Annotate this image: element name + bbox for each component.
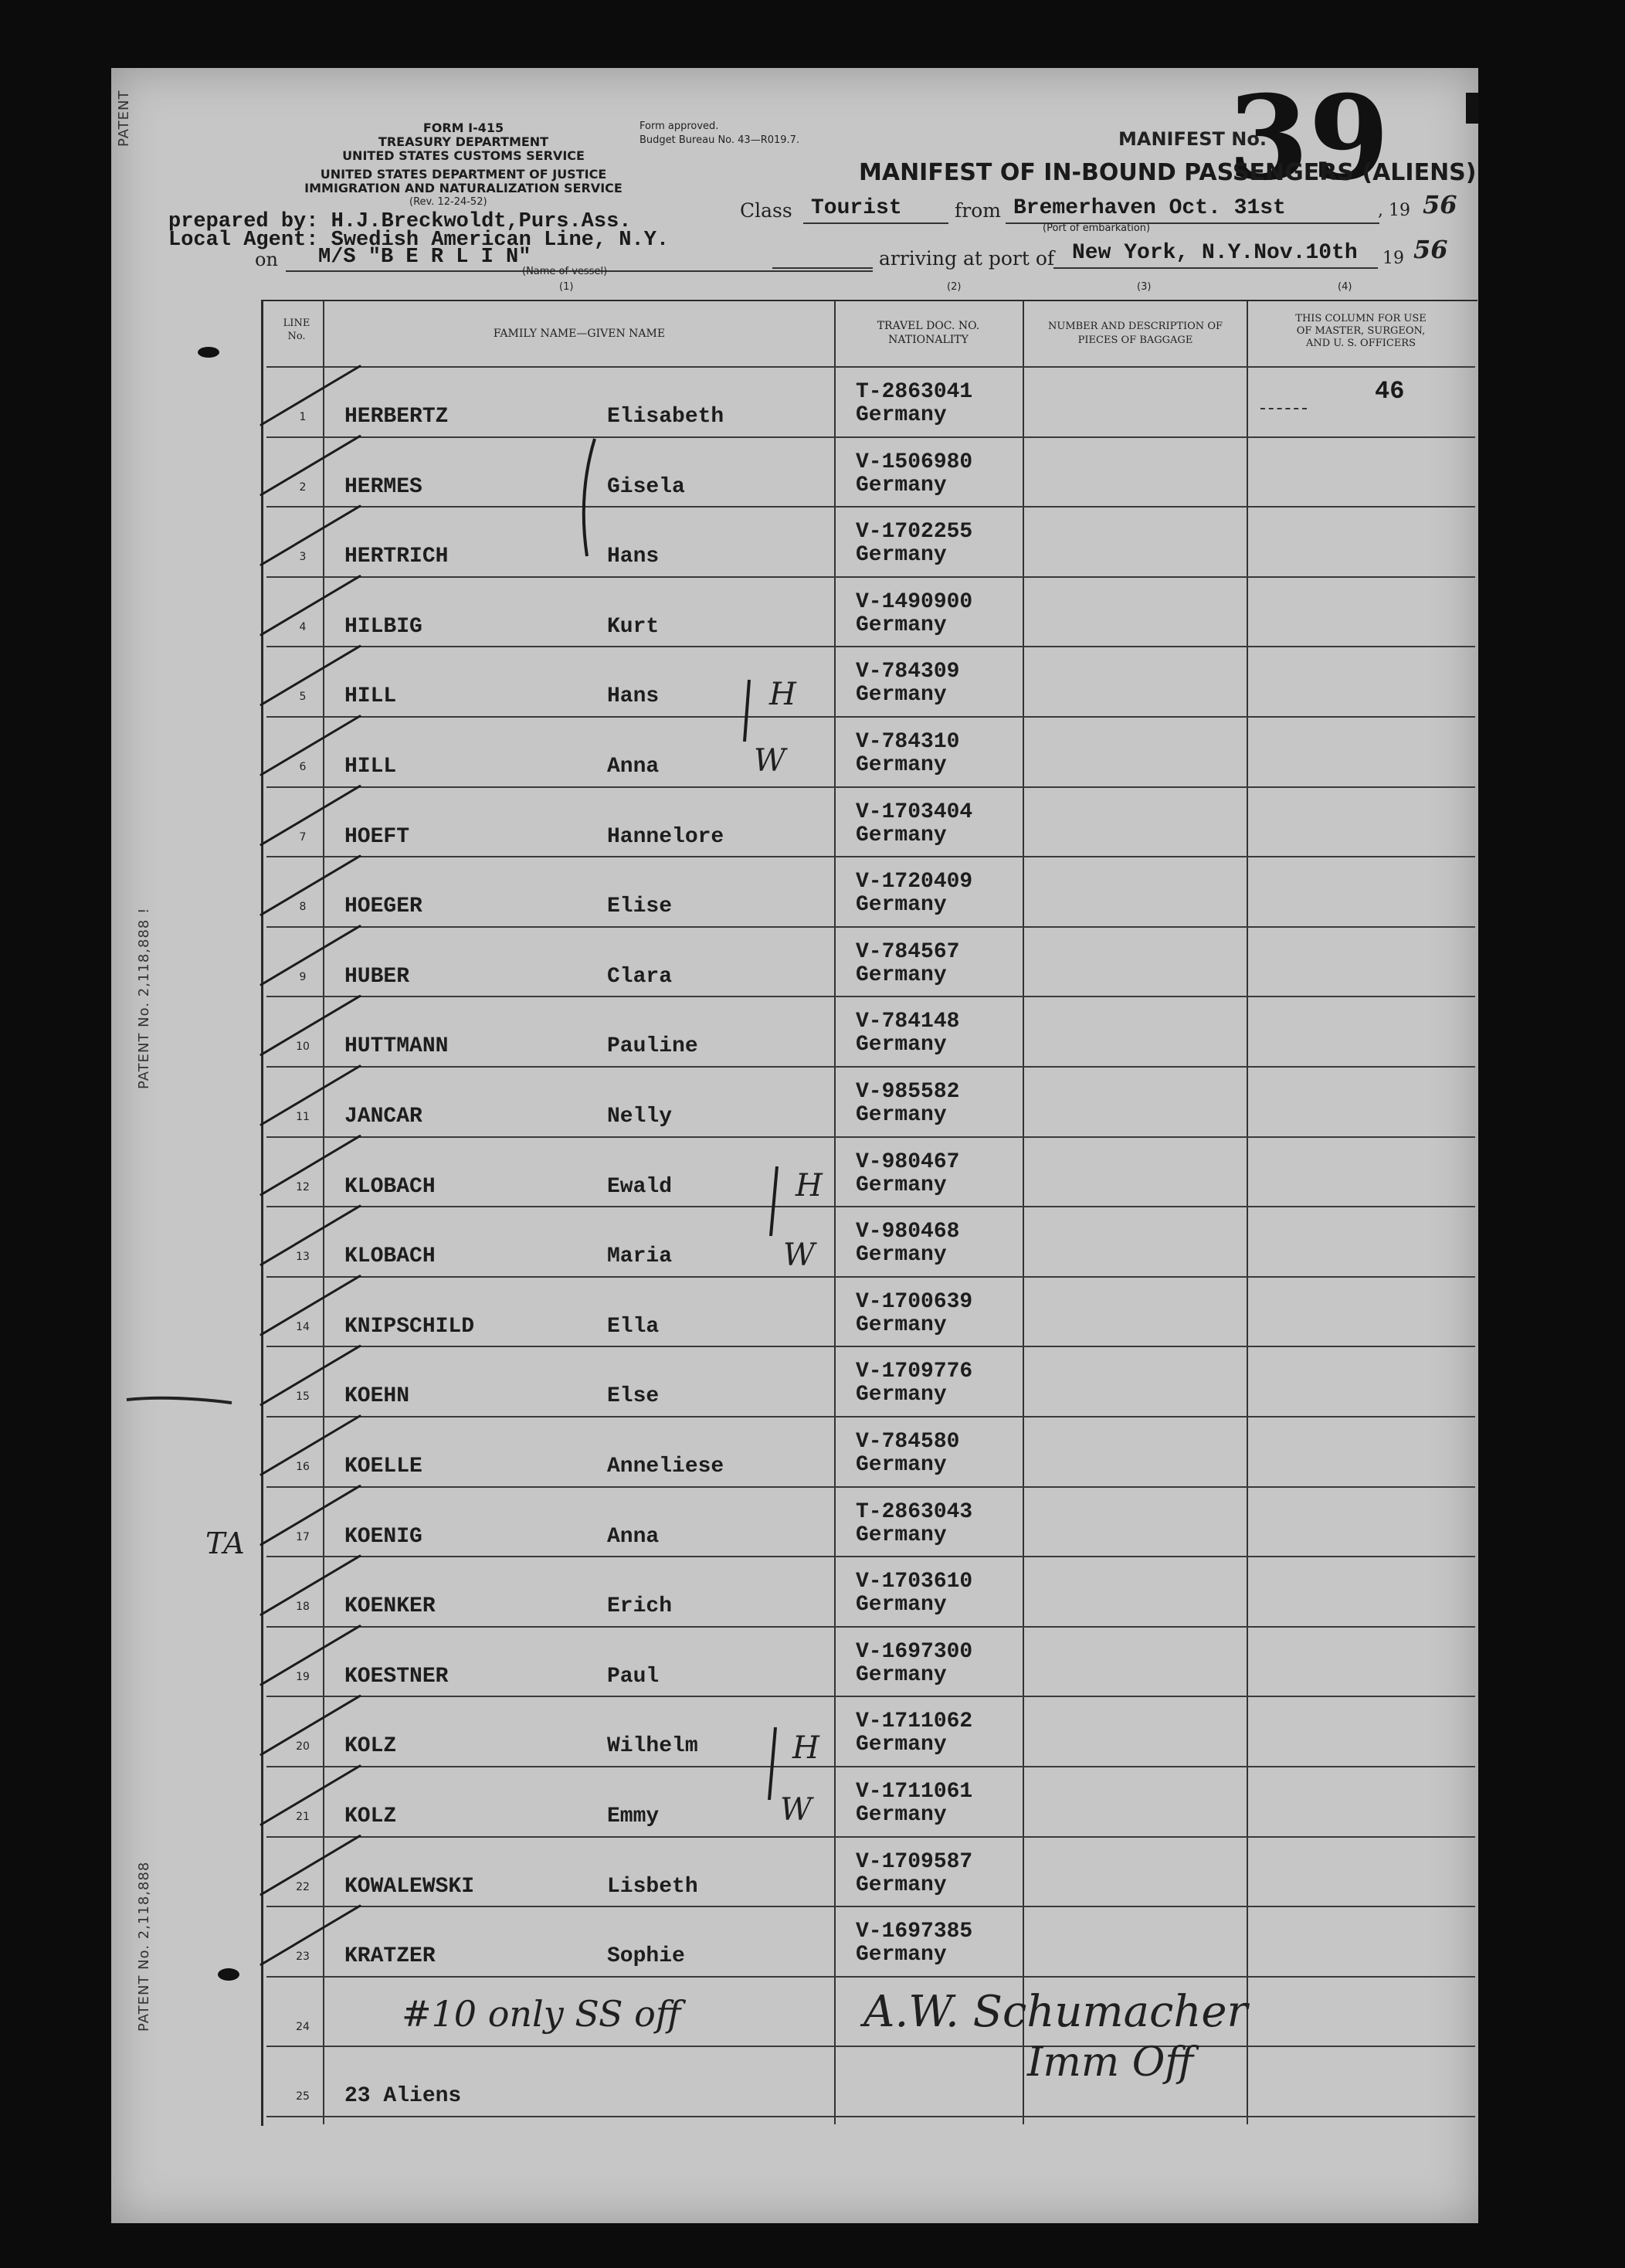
justice-dept: UNITED STATES DEPARTMENT OF JUSTICE	[320, 167, 607, 182]
line-number: 5	[299, 691, 307, 704]
family-name: HERTRICH	[344, 545, 449, 569]
travel-doc-number: V-784148	[856, 1010, 960, 1034]
row-divider	[266, 2116, 1475, 2117]
travel-doc-number: V-1702255	[856, 520, 973, 545]
manifest-title: MANIFEST OF IN-BOUND PASSENGERS (ALIENS)	[859, 159, 1477, 186]
nationality: Germany	[856, 683, 947, 708]
travel-doc-number: V-980468	[856, 1220, 960, 1244]
from-label: from	[955, 199, 1001, 222]
travel-doc-number: V-1697385	[856, 1920, 973, 1944]
row-divider	[266, 1276, 1475, 1278]
class-label: Class	[740, 199, 792, 222]
travel-doc-number: V-1506980	[856, 450, 973, 474]
family-name: HILL	[344, 684, 397, 709]
family-name: KNIPSCHILD	[344, 1314, 475, 1339]
travel-doc-number: V-1490900	[856, 589, 973, 614]
row-divider	[266, 996, 1475, 997]
family-name: HOEFT	[344, 824, 410, 849]
given-name: Lisbeth	[607, 1874, 698, 1899]
travel-doc-number: V-1709587	[856, 1849, 973, 1874]
vessel-name: M/S "B E R L I N"	[318, 246, 531, 269]
year-2: 56	[1413, 235, 1448, 264]
arriving-value: New York, N.Y.Nov.10th	[1072, 241, 1358, 265]
nationality: Germany	[856, 473, 947, 497]
given-name: Wilhelm	[607, 1734, 698, 1759]
nationality: Germany	[856, 963, 947, 987]
given-name: Gisela	[607, 474, 685, 499]
family-name: HILBIG	[344, 614, 422, 639]
nationality: Germany	[856, 893, 947, 918]
nationality: Germany	[856, 1103, 947, 1127]
travel-doc-number: V-1709776	[856, 1360, 973, 1384]
nationality: Germany	[856, 823, 947, 847]
given-name: Pauline	[607, 1034, 698, 1059]
col-num-4: (4)	[1338, 281, 1352, 293]
col-divider-baggage	[1247, 301, 1248, 2124]
family-name: HUTTMANN	[344, 1034, 449, 1059]
col-divider-name	[834, 301, 836, 2124]
class-line	[803, 222, 948, 224]
col-num-2: (2)	[947, 281, 962, 293]
travel-doc-number: V-1711061	[856, 1780, 973, 1804]
hw-mark-h: H	[792, 1730, 819, 1766]
header-bottom-line	[266, 366, 1475, 368]
hw-mark-w: W	[783, 1238, 816, 1273]
line-number: 7	[299, 830, 307, 844]
row-divider	[266, 716, 1475, 718]
col-head-officers-3: AND U. S. OFFICERS	[1305, 338, 1416, 349]
travel-doc-number: V-1703404	[856, 800, 973, 824]
row-divider	[266, 1976, 1475, 1978]
line-number: 23	[296, 1951, 310, 1964]
family-name: HERMES	[344, 474, 422, 499]
col-head-officers-2: OF MASTER, SURGEON,	[1296, 325, 1426, 337]
row-divider	[266, 1626, 1475, 1628]
travel-doc-number: V-784309	[856, 660, 960, 684]
nationality: Germany	[856, 1662, 947, 1687]
travel-doc-number: V-985582	[856, 1080, 960, 1104]
given-name: Paul	[607, 1664, 660, 1689]
arriving-line-left	[772, 267, 873, 269]
line-number: 3	[299, 551, 307, 564]
given-name: Hans	[607, 684, 660, 709]
line-number: 24	[296, 2020, 310, 2033]
row-divider	[266, 576, 1475, 578]
row-divider	[266, 926, 1475, 928]
line-number: 9	[299, 970, 307, 983]
line-number: 17	[296, 1530, 310, 1543]
col-head-line-no: LINE No.	[283, 317, 310, 342]
travel-doc-number: V-1700639	[856, 1289, 973, 1314]
year-prefix-2: 19	[1382, 249, 1404, 268]
row-divider	[266, 1766, 1475, 1767]
given-name: Kurt	[607, 614, 660, 639]
given-name: Ella	[607, 1314, 660, 1339]
line-number: 22	[296, 1880, 310, 1893]
col-head-name: FAMILY NAME—GIVEN NAME	[493, 328, 666, 340]
form-approved: Form approved.	[639, 121, 719, 132]
given-name: Anna	[607, 1524, 660, 1549]
nationality: Germany	[856, 1593, 947, 1618]
year-prefix-1: , 19	[1378, 201, 1410, 220]
col-head-baggage-2: PIECES OF BAGGAGE	[1077, 334, 1193, 346]
patent-margin-bottom: PATENT No. 2,118,888	[136, 1861, 152, 2032]
travel-doc-number: T-2863043	[856, 1499, 973, 1524]
signature: A.W. Schumacher	[863, 1987, 1248, 2037]
officer-note: 46	[1375, 377, 1405, 406]
line-number: 21	[296, 1811, 310, 1823]
family-name: HOEGER	[344, 895, 422, 919]
travel-doc-number: V-1711062	[856, 1709, 973, 1734]
vessel-caption: (Name of vessel)	[522, 266, 608, 277]
line-number: 11	[296, 1111, 310, 1123]
given-name: Anneliese	[607, 1455, 724, 1479]
nationality: Germany	[856, 1453, 947, 1477]
nationality: Germany	[856, 1383, 947, 1407]
col-head-officers-1: THIS COLUMN FOR USE	[1295, 313, 1427, 324]
family-name: KOEHN	[344, 1384, 410, 1409]
family-name: JANCAR	[344, 1105, 422, 1129]
given-name: Maria	[607, 1244, 673, 1269]
manifest-number: 39	[1228, 70, 1389, 206]
ins-service: IMMIGRATION AND NATURALIZATION SERVICE	[304, 181, 623, 195]
family-name: KOLZ	[344, 1734, 397, 1759]
line-number: 15	[296, 1390, 310, 1404]
col-divider-lineno	[323, 301, 324, 2124]
row-divider	[266, 1066, 1475, 1068]
given-name: Sophie	[607, 1944, 685, 1969]
budget-bureau: Budget Bureau No. 43—R019.7.	[639, 134, 800, 146]
row-divider	[266, 506, 1475, 508]
on-label: on	[255, 249, 278, 270]
travel-doc-number: T-2863041	[856, 380, 973, 404]
given-name: Nelly	[607, 1105, 673, 1129]
col-head-doc-1: TRAVEL DOC. NO.	[877, 320, 980, 332]
nationality: Germany	[856, 1943, 947, 1968]
left-margin-ta: TA	[205, 1526, 245, 1560]
col-num-3: (3)	[1137, 281, 1152, 293]
hw-mark-w: W	[754, 743, 786, 779]
line-number: 6	[299, 761, 307, 773]
row-divider	[266, 1556, 1475, 1557]
form-number: FORM I-415	[422, 121, 504, 135]
given-name: Hans	[607, 545, 660, 569]
hw-mark-h: H	[769, 677, 796, 712]
line-number: 12	[296, 1180, 310, 1193]
row-divider	[266, 1906, 1475, 1907]
line-number: 1	[299, 411, 307, 423]
given-name: Ewald	[607, 1174, 673, 1199]
nationality: Germany	[856, 1243, 947, 1268]
nationality: Germany	[856, 753, 947, 777]
travel-doc-number: V-1703610	[856, 1570, 973, 1594]
handwritten-note-line24: #10 only SS off	[402, 1993, 681, 2035]
nationality: Germany	[856, 1803, 947, 1827]
row-divider	[266, 1346, 1475, 1347]
given-name: Else	[607, 1384, 660, 1409]
row-divider	[266, 1416, 1475, 1418]
family-name: KLOBACH	[344, 1174, 436, 1199]
port-caption: (Port of embarkation)	[1043, 222, 1151, 234]
travel-doc-number: V-784567	[856, 939, 960, 964]
col-head-baggage-1: NUMBER AND DESCRIPTION OF	[1047, 321, 1223, 332]
family-name: KRATZER	[344, 1944, 436, 1969]
revision-date: (Rev. 12-24-52)	[409, 196, 487, 208]
travel-doc-number: V-784580	[856, 1430, 960, 1454]
nationality: Germany	[856, 1033, 947, 1058]
prepared-by: prepared by: H.J.Breckwoldt,Purs.Ass.	[168, 210, 632, 233]
row-divider	[266, 856, 1475, 857]
row-divider	[266, 1486, 1475, 1488]
signature-title: Imm Off	[1027, 2039, 1194, 2086]
nationality: Germany	[856, 1733, 947, 1757]
customs-service: UNITED STATES CUSTOMS SERVICE	[342, 148, 585, 163]
col-num-1: (1)	[559, 281, 574, 293]
family-name: KOELLE	[344, 1455, 422, 1479]
officer-dash-marks	[1260, 408, 1307, 409]
row-divider	[266, 1136, 1475, 1138]
patent-margin-top: PATENT	[116, 90, 132, 147]
nationality: Germany	[856, 1173, 947, 1197]
family-name: KOENIG	[344, 1524, 422, 1549]
line-number: 20	[296, 1740, 310, 1754]
class-value: Tourist	[811, 196, 902, 220]
row-divider	[266, 1206, 1475, 1207]
patent-margin-mid: PATENT No. 2,118,888 !	[136, 907, 152, 1089]
given-name: Emmy	[607, 1805, 660, 1828]
given-name: Clara	[607, 964, 673, 989]
given-name: Elise	[607, 895, 673, 919]
line-number: 25	[296, 2090, 310, 2103]
line-number: 4	[299, 620, 307, 633]
year-1: 56	[1423, 190, 1457, 219]
travel-doc-number: V-1697300	[856, 1639, 973, 1664]
row-divider	[266, 646, 1475, 647]
treasury-dept: TREASURY DEPARTMENT	[378, 134, 549, 149]
from-value: Bremerhaven Oct. 31st	[1013, 196, 1286, 220]
line-number: 18	[296, 1601, 310, 1614]
nationality: Germany	[856, 1523, 947, 1547]
nationality: Germany	[856, 1872, 947, 1897]
row-divider	[266, 1836, 1475, 1838]
row-divider	[266, 786, 1475, 788]
line-number: 8	[299, 901, 307, 914]
row-divider	[266, 2046, 1475, 2047]
family-name: HERBERTZ	[344, 405, 449, 429]
family-name: KOLZ	[344, 1805, 397, 1828]
line-number: 16	[296, 1461, 310, 1473]
col-divider-doc	[1023, 301, 1024, 2124]
line-number: 2	[299, 480, 307, 494]
hw-mark-h: H	[796, 1168, 823, 1204]
line-number: 13	[296, 1251, 310, 1264]
line-number: 19	[296, 1670, 310, 1683]
family-name: KOESTNER	[344, 1664, 449, 1689]
row-divider	[266, 436, 1475, 438]
col-head-doc-2: NATIONALITY	[888, 334, 969, 346]
family-name: KOENKER	[344, 1594, 436, 1619]
given-name: Erich	[607, 1594, 673, 1619]
family-name: HUBER	[344, 964, 410, 989]
local-agent: Local Agent: Swedish American Line, N.Y.	[168, 229, 670, 252]
family-name: KLOBACH	[344, 1244, 436, 1269]
family-name: KOWALEWSKI	[344, 1874, 475, 1899]
nationality: Germany	[856, 1312, 947, 1337]
nationality: Germany	[856, 403, 947, 427]
travel-doc-number: V-784310	[856, 730, 960, 754]
nationality: Germany	[856, 613, 947, 637]
arriving-line	[1053, 267, 1378, 269]
given-name: Anna	[607, 755, 660, 779]
given-name: Elisabeth	[607, 405, 724, 429]
given-name: Hannelore	[607, 824, 724, 849]
travel-doc-number: V-980467	[856, 1149, 960, 1174]
hw-mark-w: W	[780, 1792, 812, 1828]
family-name: 23 Aliens	[344, 2084, 462, 2109]
travel-doc-number: V-1720409	[856, 870, 973, 895]
line-number: 14	[296, 1320, 310, 1333]
row-divider	[266, 1696, 1475, 1697]
nationality: Germany	[856, 543, 947, 568]
arriving-label: arriving at port of	[879, 247, 1055, 270]
manifest-no-label: MANIFEST No.	[1118, 128, 1267, 150]
line-number: 10	[296, 1041, 310, 1054]
family-name: HILL	[344, 755, 397, 779]
